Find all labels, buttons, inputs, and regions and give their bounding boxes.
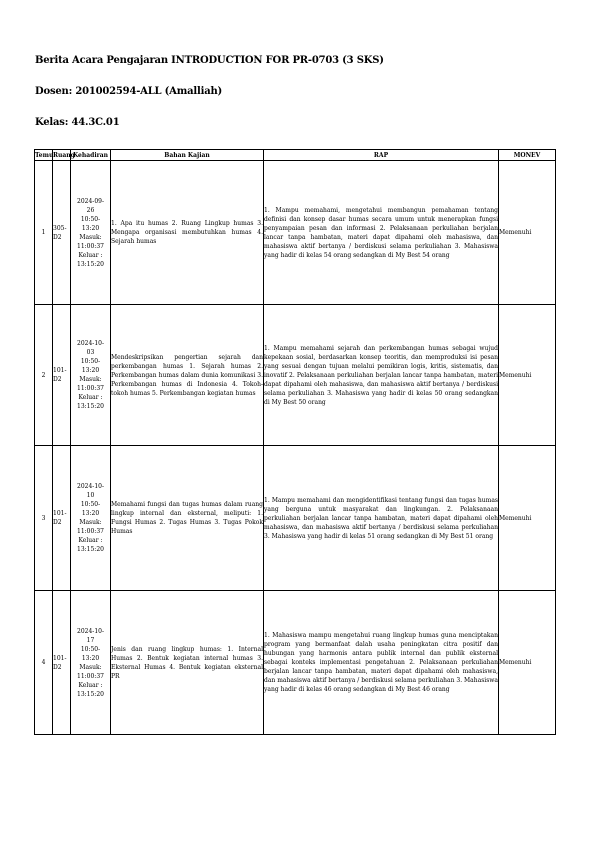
study-material-cell: Mendeskripsikan pengertian sejarah dan perkembangan humas 1. Sejarah humas 2. Perkembangan humas dalam dunia komunikasi 3. Perkembangan humas di Indonesia 4. Tokoh-tokoh humas 5. Perkembangan kegiatan humas bbox=[111, 305, 264, 446]
room-cell: 305-D2 bbox=[53, 161, 71, 305]
column-header-rap: RAP bbox=[264, 150, 499, 161]
study-material-cell: Jenis dan ruang lingkup humas: 1. Internal Humas 2. Bentuk kegiatan internal humas 3. Eksternal Humas 4. Bentuk kegiatan eksternal PR bbox=[111, 591, 264, 735]
column-header-monev: MONEV bbox=[499, 150, 556, 161]
meeting-number: 3 bbox=[35, 446, 53, 591]
table-row bbox=[35, 591, 556, 735]
rap-cell: 1. Mampu memahami, mengetahui membangun pemahaman tentang definisi dan konsep dasar humas secara umum untuk menerapkan fungsi penyampaian pesan dan informasi 2. Pelaksanaan perkuliahan berjalan lancar tanpa hambatan, materi dapat dipahami oleh mahasiswa, dan mahasiswa aktif bertanya / berdiskusi selama perkuliahan 3. Mahasiswa yang hadir di kelas 54 orang sedangkan di My Best 54 orang bbox=[264, 161, 499, 305]
column-header-kehadiran: Kehadiran bbox=[71, 150, 111, 161]
column-header-temu: Temu bbox=[35, 151, 54, 159]
table-row bbox=[35, 305, 556, 446]
attendance-time-cell: 2024-09- 26 10:50- 13:20 Masuk: 11:00:37 Keluar : 13:15:20 bbox=[71, 161, 111, 305]
meeting-number: 1 bbox=[35, 161, 53, 305]
document-title: Berita Acara Pengajaran INTRODUCTION FOR PR-0703 (3 SKS) bbox=[35, 55, 384, 66]
lecturer-line: Dosen: 201002594-ALL (Amalliah) bbox=[35, 86, 223, 97]
column-header-bahan-kajian: Bahan Kajian bbox=[111, 150, 264, 161]
monev-cell: Memenuhi bbox=[499, 591, 556, 735]
table-row bbox=[35, 446, 556, 591]
meeting-number: 2 bbox=[35, 305, 53, 446]
rap-cell: 1. Mahasiswa mampu mengetahui ruang lingkup humas guna menciptakan program yang bermanfaat dalah usaha peningkatan citra positif dan hubungan yang harmonis antara publik internal dan publik eksternal sebagai konteks implementasi pengetahuan 2. Pelaksanaan perkuliahan berjalan lancar tanpa hambatan, materi dapat dipahami oleh mahasiswa, dan mahasiswa aktif bertanya / berdiskusi selama perkuliahan 3. Mahasiswa yang hadir di kelas 46 orang sedangkan di My Best 46 orang bbox=[264, 591, 499, 735]
study-material-cell: 1. Apa itu humas 2. Ruang Lingkup humas 3. Mengapa organisasi membutuhkan humas 4. Sejarah humas bbox=[111, 161, 264, 305]
rap-cell: 1. Mampu memahami dan mengidentifikasi tentang fungsi dan tugas humas yang berguna untuk masyarakat dan lingkungan. 2. Pelaksanaan perkuliahan berjalan lancar tanpa hambatan, materi dapat dipahami oleh mahasiswa, dan mahasiswa aktif bertanya / berdiskusi selama perkuliahan 3. Mahasiswa yang hadir di kelas 51 orang sedangkan di My Best 51 orang bbox=[264, 446, 499, 591]
meeting-number: 4 bbox=[35, 591, 53, 735]
attendance-time-cell: 2024-10- 10 10:50- 13:20 Masuk: 11:00:37 Keluar : 13:15:20 bbox=[71, 446, 111, 591]
study-material-cell: Memahami fungsi dan tugas humas dalam ruang lingkup internal dan eksternal, meliputi: 1. Fungsi Humas 2. Tugas Humas 3. Tugas Pokok Humas bbox=[111, 446, 264, 591]
class-line: Kelas: 44.3C.01 bbox=[35, 117, 120, 128]
monev-cell: Memenuhi bbox=[499, 161, 556, 305]
room-cell: 101-D2 bbox=[53, 446, 71, 591]
attendance-time-cell: 2024-10- 17 10:50- 13:20 Masuk: 11:00:37 Keluar : 13:15:20 bbox=[71, 591, 111, 735]
monev-cell: Memenuhi bbox=[499, 305, 556, 446]
room-cell: 101-D2 bbox=[53, 591, 71, 735]
table-header-row bbox=[35, 150, 556, 161]
monev-cell: Memenuhi bbox=[499, 446, 556, 591]
rap-cell: 1. Mampu memahami sejarah dan perkembangan humas sebagai wujud kepekaan sosial, berdasarkan konsep teoritis, dan memproduksi isi pesan yang sesuai dengan tujuan melalui pemikiran logis, kritis, sistematis, dan inovatif 2. Pelaksanaan perkuliahan berjalan lancar tanpa hambatan, materi dapat dipahami oleh mahasiswa, dan mahasiswa aktif bertanya / berdiskusi selama perkuliahan 3. Mahasiswa yang hadir di kelas 50 orang sedangkan di My Best 50 orang bbox=[264, 305, 499, 446]
table-row bbox=[35, 161, 556, 305]
room-cell: 101-D2 bbox=[53, 305, 71, 446]
column-header-ruang: Ruang bbox=[53, 151, 75, 159]
lecture-report-table bbox=[34, 149, 556, 735]
attendance-time-cell: 2024-10- 03 10:50- 13:20 Masuk: 11:00:37 Keluar : 13:15:20 bbox=[71, 305, 111, 446]
